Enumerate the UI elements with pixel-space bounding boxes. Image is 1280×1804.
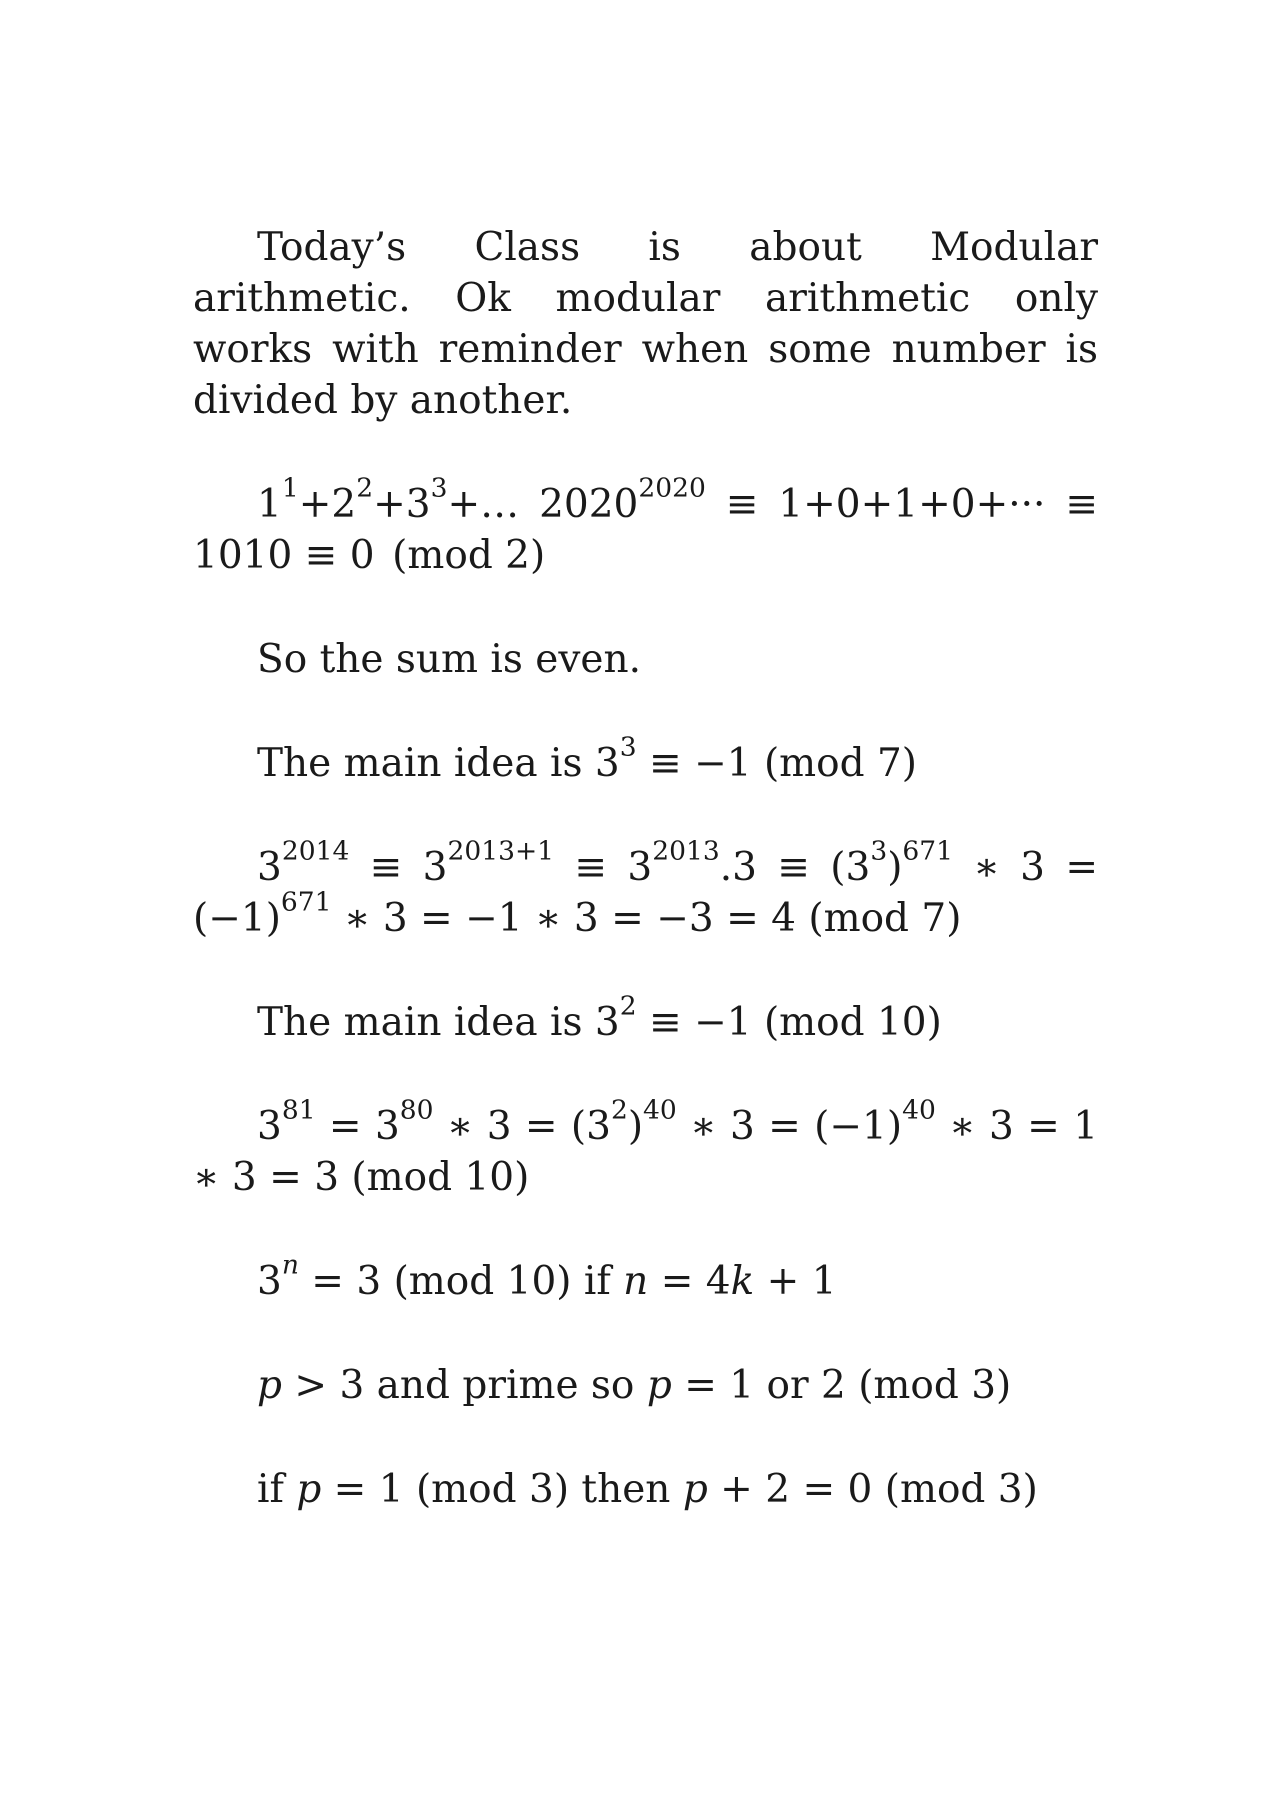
term-3-exp: 3 [430, 472, 448, 504]
residue-count: 1010 [193, 533, 293, 578]
plus-2: + [373, 482, 406, 527]
prime-case-p2: p [646, 1363, 672, 1408]
sum-parity-equation [193, 472, 1099, 581]
calc7-eq-1: ≡ [369, 845, 403, 890]
calc10-equals-4: = [1027, 1104, 1060, 1149]
document-page [193, 222, 1098, 1515]
idea-mod-10 [193, 990, 1098, 1048]
last-term-base: 2020 [539, 482, 639, 527]
plus-3: + [447, 482, 481, 527]
calc10-times-3-a: ∗ 3 [433, 1104, 512, 1149]
idea-mod-10-rest: ≡ −1 (mod 10) [636, 1000, 942, 1045]
prime-conclusion-p2: p [682, 1467, 708, 1512]
calc10-c-outer-exp: 40 [643, 1094, 677, 1126]
calc-mod-7 [193, 835, 1099, 944]
idea-mod-7-exp: 3 [619, 731, 637, 763]
calc10-times-3-c: ∗ 3 [935, 1104, 1014, 1149]
mod-2-label: (mod 2) [392, 533, 546, 578]
prime-conclusion-lead: if [257, 1467, 297, 1512]
calc10-d-base: (−1) [814, 1104, 903, 1149]
prime-conclusion [193, 1464, 1098, 1515]
term-1-exp: 1 [281, 472, 299, 504]
power-rule [193, 1249, 1098, 1307]
calc10-c-inner-exp: 2 [610, 1094, 628, 1126]
calc7-b-base: 3 [422, 845, 448, 890]
congruent-3: ≡ [304, 533, 338, 578]
prime-conclusion-p1: p [296, 1467, 322, 1512]
power-rule-rhs: = 4 [648, 1259, 731, 1304]
prime-case [193, 1360, 1098, 1411]
calc7-e-exp: 671 [280, 886, 332, 918]
calc10-times-3-b: ∗ 3 [676, 1104, 755, 1149]
idea-mod-7-base: 3 [594, 741, 620, 786]
calc7-c-base: 3 [627, 845, 653, 890]
congruent-2: ≡ [1065, 482, 1099, 527]
term-2-exp: 2 [356, 472, 374, 504]
prime-conclusion-end: + 2 = 0 (mod 3) [707, 1467, 1038, 1512]
calc10-equals-3: = [768, 1104, 801, 1149]
power-rule-end: + 1 [754, 1259, 837, 1304]
congruent-1: ≡ [725, 482, 759, 527]
calc10-a-base: 3 [257, 1104, 282, 1149]
idea-mod-7-prefix: The main idea is [257, 741, 595, 786]
calc10-c-open: (3 [570, 1104, 611, 1149]
calc10-d-exp: 40 [902, 1094, 936, 1126]
power-rule-base: 3 [257, 1259, 282, 1304]
calc7-eq-3: ≡ [777, 845, 810, 890]
plus-1: + [298, 482, 332, 527]
calc7-c-exp: 2013 [652, 835, 720, 867]
prime-case-end: = 1 or 2 (mod 3) [671, 1363, 1012, 1408]
calc10-c-close: ) [627, 1104, 644, 1149]
last-term-exp: 2020 [638, 472, 706, 504]
term-1-base: 1 [257, 482, 282, 527]
calc7-a-base: 3 [257, 845, 282, 890]
calc7-e-base: (−1) [193, 896, 281, 941]
calc7-times-3: ∗ 3 [953, 845, 1045, 890]
power-rule-exp: n [281, 1249, 299, 1281]
calc7-d-open: (3 [830, 845, 871, 890]
idea-mod-10-prefix: The main idea is [257, 1000, 595, 1045]
calc10-b-exp: 80 [399, 1094, 434, 1126]
calc7-a-exp: 2014 [281, 835, 350, 867]
calc10-equals-1: = [328, 1104, 362, 1149]
calc10-a-exp: 81 [281, 1094, 316, 1126]
ellipsis: … [480, 482, 520, 527]
calc7-tail: ∗ 3 = −1 ∗ 3 = −3 = 4 (mod 7) [331, 896, 962, 941]
intro-paragraph: Today’s Class is about Modular arithmetic. Ok modular arithmetic only works with reminder when some number is divided by another. [193, 225, 1098, 423]
calc7-eq-2: ≡ [574, 845, 608, 890]
idea-mod-10-base: 3 [594, 1000, 620, 1045]
residue-sum: 1+0+1+0+··· [778, 482, 1046, 527]
term-2-base: 2 [331, 482, 357, 527]
power-rule-k: k [730, 1259, 755, 1304]
term-3-base: 3 [405, 482, 431, 527]
idea-mod-10-exp: 2 [619, 990, 637, 1022]
calc10-equals-2: = [524, 1104, 558, 1149]
calc7-c-tail: .3 [719, 845, 757, 890]
idea-mod-7-rest: ≡ −1 (mod 7) [636, 741, 918, 786]
prime-conclusion-mid: = 1 (mod 3) then [321, 1467, 683, 1512]
calc10-tail: 1 ∗ 3 = 3 (mod 10) [193, 1104, 1099, 1200]
calc-mod-10 [193, 1094, 1099, 1203]
calc7-d-inner-exp: 3 [870, 835, 888, 867]
prime-case-p1: p [257, 1363, 282, 1408]
power-rule-middle: = 3 (mod 10) if [298, 1259, 624, 1304]
calc7-d-close: ) [887, 845, 903, 890]
calc10-b-base: 3 [374, 1104, 400, 1149]
calc7-d-outer-exp: 671 [902, 835, 954, 867]
prime-case-mid: > 3 and prime so [281, 1363, 647, 1408]
idea-mod-7 [193, 731, 1098, 789]
sum-conclusion: So the sum is even. [257, 637, 641, 682]
calc7-b-exp: 2013+1 [447, 835, 555, 867]
result-zero: 0 [349, 533, 375, 578]
calc7-equals: = [1065, 845, 1099, 890]
power-rule-var: n [623, 1259, 649, 1304]
